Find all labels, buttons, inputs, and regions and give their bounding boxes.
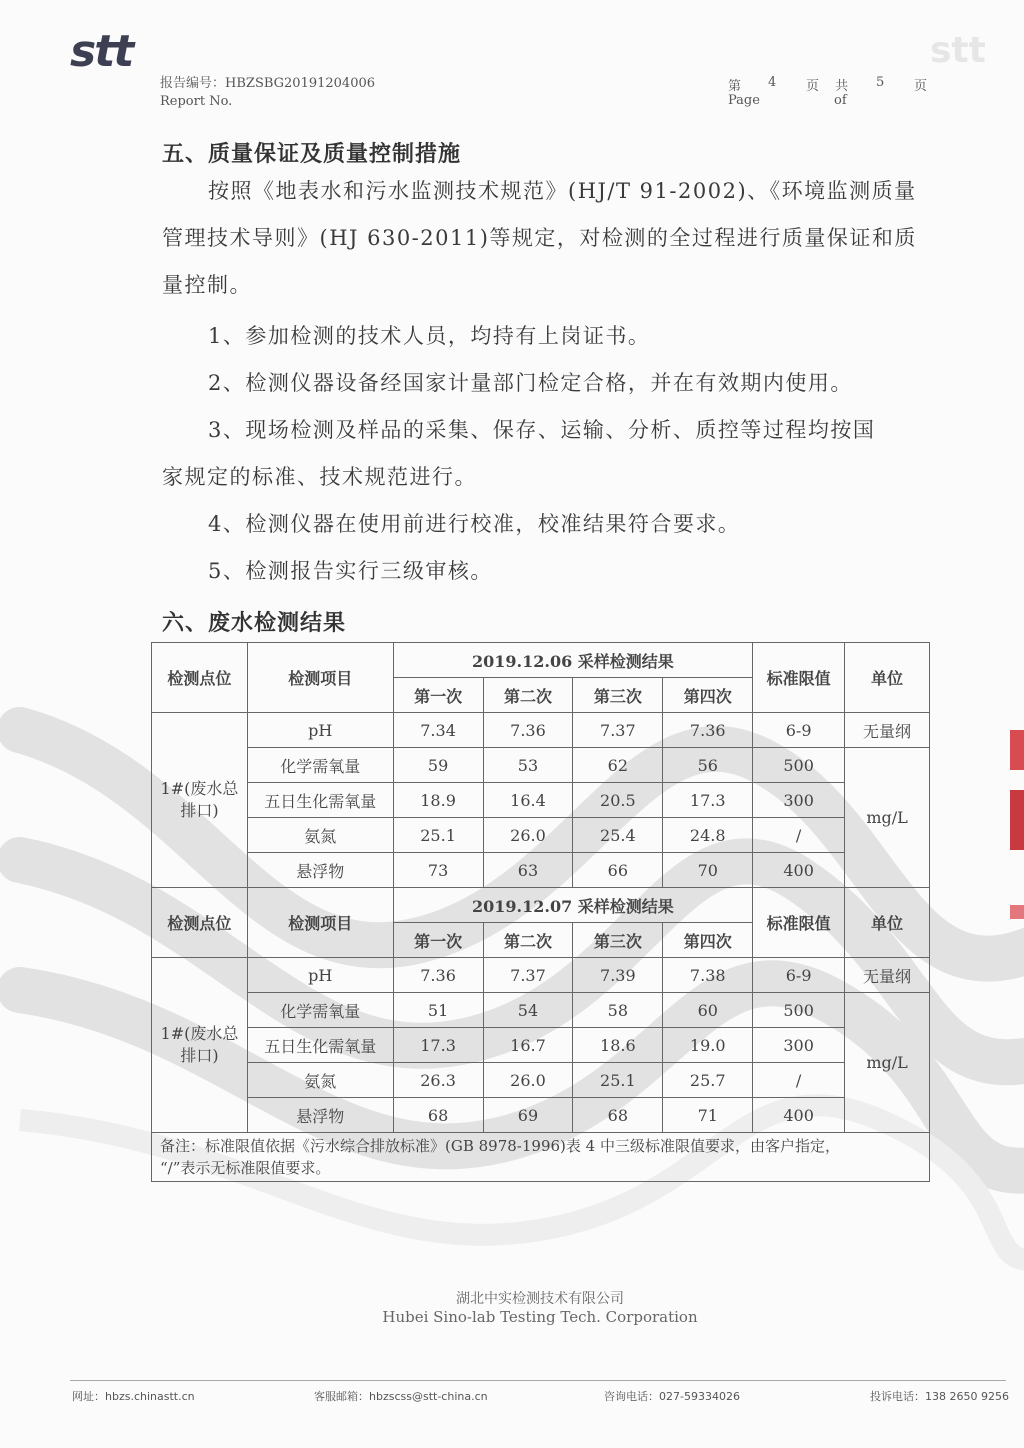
value-cell: 18.9	[393, 783, 483, 818]
col-unit: 单位	[845, 643, 930, 713]
seal-stamp-fragment	[1010, 905, 1024, 919]
value-cell: 69	[483, 1098, 573, 1133]
qa-item: 4、检测仪器在使用前进行校准，校准结果符合要求。	[208, 512, 741, 536]
limit-cell: 500	[753, 748, 845, 783]
table-row	[152, 783, 930, 818]
time-header: 第三次	[573, 678, 663, 713]
value-cell: 56	[663, 748, 753, 783]
report-number: 报告编号：HBZSBG20191204006 Report No.	[160, 76, 376, 109]
table-row	[152, 1098, 930, 1133]
table-row	[152, 1063, 930, 1098]
item-cell: pH	[247, 958, 393, 993]
table-row	[152, 993, 930, 1028]
company-logo: stt	[70, 26, 133, 77]
value-cell: 58	[573, 993, 663, 1028]
value-cell: 62	[573, 748, 663, 783]
value-cell: 19.0	[663, 1028, 753, 1063]
item-cell: 化学需氧量	[247, 993, 393, 1028]
limit-cell: 6-9	[753, 713, 845, 748]
col-point: 检测点位	[152, 888, 248, 958]
unit-cell: 无量纲	[845, 958, 930, 993]
footer-consult-phone: 咨询电话：027-59334026	[604, 1390, 740, 1403]
qa-item-cont: 家规定的标准、技术规范进行。	[162, 465, 477, 489]
limit-cell: /	[753, 818, 845, 853]
table-note	[152, 1133, 930, 1182]
table-row	[152, 853, 930, 888]
table-row	[152, 958, 930, 993]
section5-intro: 按照《地表水和污水监测技术规范》(HJ/T 91-2002)、《环境监测质量管理技术导则》(HJ 630-2011)等规定，对检测的全过程进行质量保证和质量控制。	[162, 179, 917, 297]
value-cell: 7.34	[393, 713, 483, 748]
item-cell: 五日生化需氧量	[247, 1028, 393, 1063]
page-label-cn-post: 页	[914, 79, 928, 94]
page-number: 4	[768, 75, 777, 90]
footer-website: 网址：hbzs.chinastt.cn	[72, 1390, 195, 1403]
limit-cell: /	[753, 1063, 845, 1098]
logo-watermark: stt	[930, 30, 986, 71]
col-limit: 标准限值	[753, 888, 845, 958]
value-cell: 68	[573, 1098, 663, 1133]
results-table	[151, 642, 930, 1182]
note-row	[152, 1133, 930, 1182]
value-cell: 7.36	[663, 713, 753, 748]
unit-cell: mg/L	[845, 748, 930, 888]
limit-cell: 300	[753, 783, 845, 818]
time-header: 第一次	[393, 923, 483, 958]
item-cell: 氨氮	[247, 1063, 393, 1098]
value-cell: 70	[663, 853, 753, 888]
qa-item: 3、现场检测及样品的采集、保存、运输、分析、质控等过程均按国	[208, 418, 876, 442]
table-row	[152, 818, 930, 853]
company-name-cn: 湖北中实检测技术有限公司	[456, 1291, 624, 1307]
seal-stamp-fragment	[1010, 790, 1024, 850]
qa-item: 1、参加检测的技术人员，均持有上岗证书。	[208, 324, 651, 348]
value-cell: 7.37	[483, 958, 573, 993]
time-header: 第二次	[483, 678, 573, 713]
item-cell: pH	[247, 713, 393, 748]
section6-title: 六、废水检测结果	[162, 610, 347, 636]
time-header: 第一次	[393, 678, 483, 713]
qa-item: 2、检测仪器设备经国家计量部门检定合格，并在有效期内使用。	[208, 371, 853, 395]
value-cell: 17.3	[663, 783, 753, 818]
qa-item: 5、检测报告实行三级审核。	[208, 559, 493, 583]
value-cell: 7.36	[393, 958, 483, 993]
time-header: 第二次	[483, 923, 573, 958]
item-cell: 悬浮物	[247, 853, 393, 888]
unit-cell: 无量纲	[845, 713, 930, 748]
value-cell: 51	[393, 993, 483, 1028]
value-cell: 7.38	[663, 958, 753, 993]
value-cell: 60	[663, 993, 753, 1028]
seal-stamp-fragment	[1010, 730, 1024, 770]
value-cell: 24.8	[663, 818, 753, 853]
limit-cell: 400	[753, 1098, 845, 1133]
value-cell: 26.3	[393, 1063, 483, 1098]
value-cell: 16.7	[483, 1028, 573, 1063]
company-name-en: Hubei Sino-lab Testing Tech. Corporation	[382, 1308, 698, 1326]
table-row	[152, 713, 930, 748]
table-row	[152, 748, 930, 783]
value-cell: 63	[483, 853, 573, 888]
item-cell: 悬浮物	[247, 1098, 393, 1133]
value-cell: 26.0	[483, 818, 573, 853]
limit-cell: 400	[753, 853, 845, 888]
time-header: 第四次	[663, 678, 753, 713]
value-cell: 26.0	[483, 1063, 573, 1098]
table-header-row	[152, 643, 930, 678]
point-cell: 1#(废水总排口)	[152, 713, 248, 888]
value-cell: 16.4	[483, 783, 573, 818]
value-cell: 7.39	[573, 958, 663, 993]
value-cell: 18.6	[573, 1028, 663, 1063]
value-cell: 17.3	[393, 1028, 483, 1063]
value-cell: 71	[663, 1098, 753, 1133]
col-item: 检测项目	[247, 643, 393, 713]
item-cell: 氨氮	[247, 818, 393, 853]
value-cell: 68	[393, 1098, 483, 1133]
limit-cell: 300	[753, 1028, 845, 1063]
footer-email: 客服邮箱：hbzscss@stt-china.cn	[314, 1390, 488, 1403]
value-cell: 73	[393, 853, 483, 888]
page-label-en: Page	[728, 93, 760, 108]
value-cell: 7.37	[573, 713, 663, 748]
table-header-row	[152, 888, 930, 923]
table-row	[152, 1028, 930, 1063]
item-cell: 五日生化需氧量	[247, 783, 393, 818]
col-limit: 标准限值	[753, 643, 845, 713]
col-unit: 单位	[845, 888, 930, 958]
col-point: 检测点位	[152, 643, 248, 713]
of-label-en: of	[834, 93, 847, 108]
value-cell: 25.4	[573, 818, 663, 853]
footer-divider	[70, 1380, 1006, 1381]
unit-cell: mg/L	[845, 993, 930, 1133]
note-line: “/”表示无标准限值要求。	[160, 1159, 331, 1177]
footer-complaint-phone: 投诉电话：138 2650 9256	[870, 1390, 1009, 1403]
value-cell: 25.1	[573, 1063, 663, 1098]
value-cell: 54	[483, 993, 573, 1028]
value-cell: 66	[573, 853, 663, 888]
date-header: 2019.12.07 采样检测结果	[393, 888, 753, 923]
col-item: 检测项目	[247, 888, 393, 958]
time-header: 第三次	[573, 923, 663, 958]
page-total: 5	[876, 75, 885, 90]
time-header: 第四次	[663, 923, 753, 958]
value-cell: 25.1	[393, 818, 483, 853]
page-label-cn-pre: 第	[728, 79, 742, 94]
value-cell: 7.36	[483, 713, 573, 748]
limit-cell: 6-9	[753, 958, 845, 993]
note-line: 备注：标准限值依据《污水综合排放标准》(GB 8978-1996)表 4 中三级标准限值要求，由客户指定，	[160, 1137, 840, 1155]
value-cell: 53	[483, 748, 573, 783]
point-cell: 1#(废水总排口)	[152, 958, 248, 1133]
value-cell: 59	[393, 748, 483, 783]
page-label-cn-mid: 页 共	[806, 79, 855, 94]
date-header: 2019.12.06 采样检测结果	[393, 643, 753, 678]
limit-cell: 500	[753, 993, 845, 1028]
value-cell: 25.7	[663, 1063, 753, 1098]
value-cell: 20.5	[573, 783, 663, 818]
section5-title: 五、质量保证及质量控制措施	[162, 141, 462, 167]
item-cell: 化学需氧量	[247, 748, 393, 783]
